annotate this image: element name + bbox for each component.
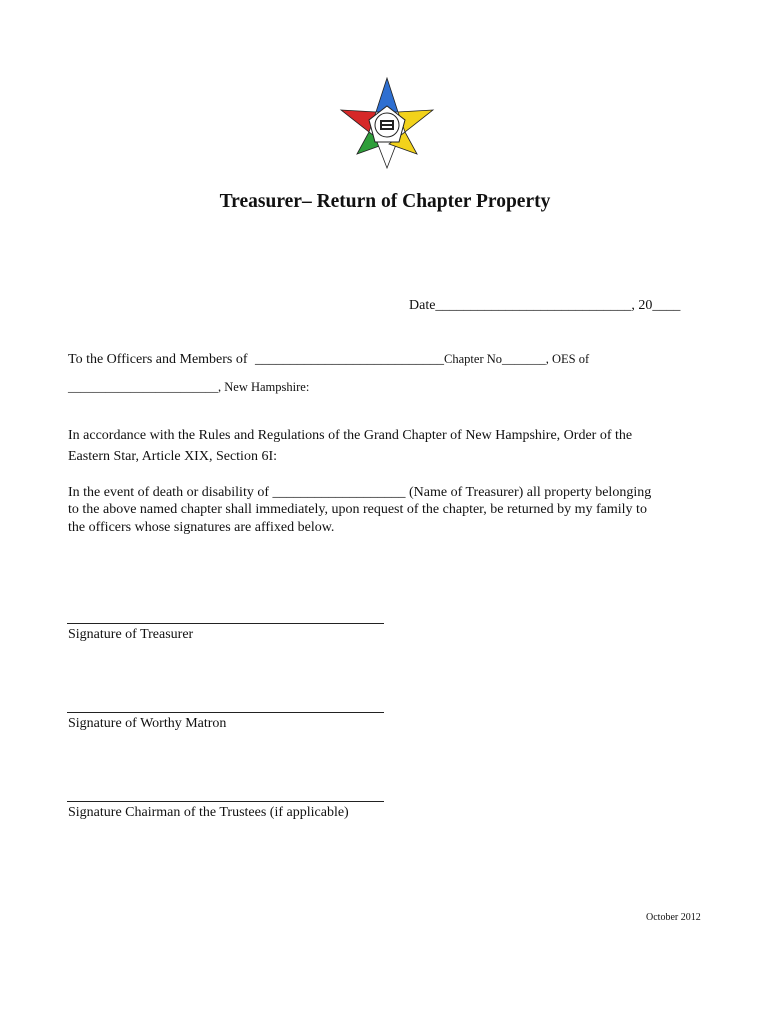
document-title: Treasurer– Return of Chapter Property <box>219 191 551 212</box>
paragraph1-line2: Eastern Star, Article XIX, Section 6I: <box>68 449 277 464</box>
worthy-matron-signature-line <box>67 712 384 713</box>
address-line-1 <box>68 352 589 368</box>
treasurer-signature-label: Signature of Treasurer <box>68 627 194 642</box>
paragraph1-line1: In accordance with the Rules and Regulations of the Grand Chapter of New Hampshire, Order of the <box>68 428 633 443</box>
paragraph2-line3: the officers whose signatures are affixed below. <box>68 520 335 535</box>
eastern-star-emblem-logo <box>339 76 435 170</box>
revision-date: October 2012 <box>646 912 701 923</box>
address-prefix: To the Officers and Members of <box>68 352 248 367</box>
chapter-number-text: Chapter No_______, OES of <box>444 352 590 366</box>
paragraph2-line2: to the above named chapter shall immediately, upon request of the chapter, be returned by my family to <box>68 502 647 517</box>
chapter-name-blank: ___________________________ <box>255 352 445 367</box>
treasurer-signature-line <box>67 623 384 624</box>
date-field-line: Date____________________________, 20____ <box>409 298 681 313</box>
trustees-chairman-signature-line <box>67 801 384 802</box>
trustees-chairman-signature-label: Signature Chairman of the Trustees (if applicable) <box>68 805 349 820</box>
worthy-matron-signature-label: Signature of Worthy Matron <box>68 716 227 731</box>
paragraph2-line1: In the event of death or disability of ___________________ (Name of Treasurer) all property belonging <box>68 485 652 500</box>
address-line-2: ________________________, New Hampshire: <box>68 380 310 394</box>
